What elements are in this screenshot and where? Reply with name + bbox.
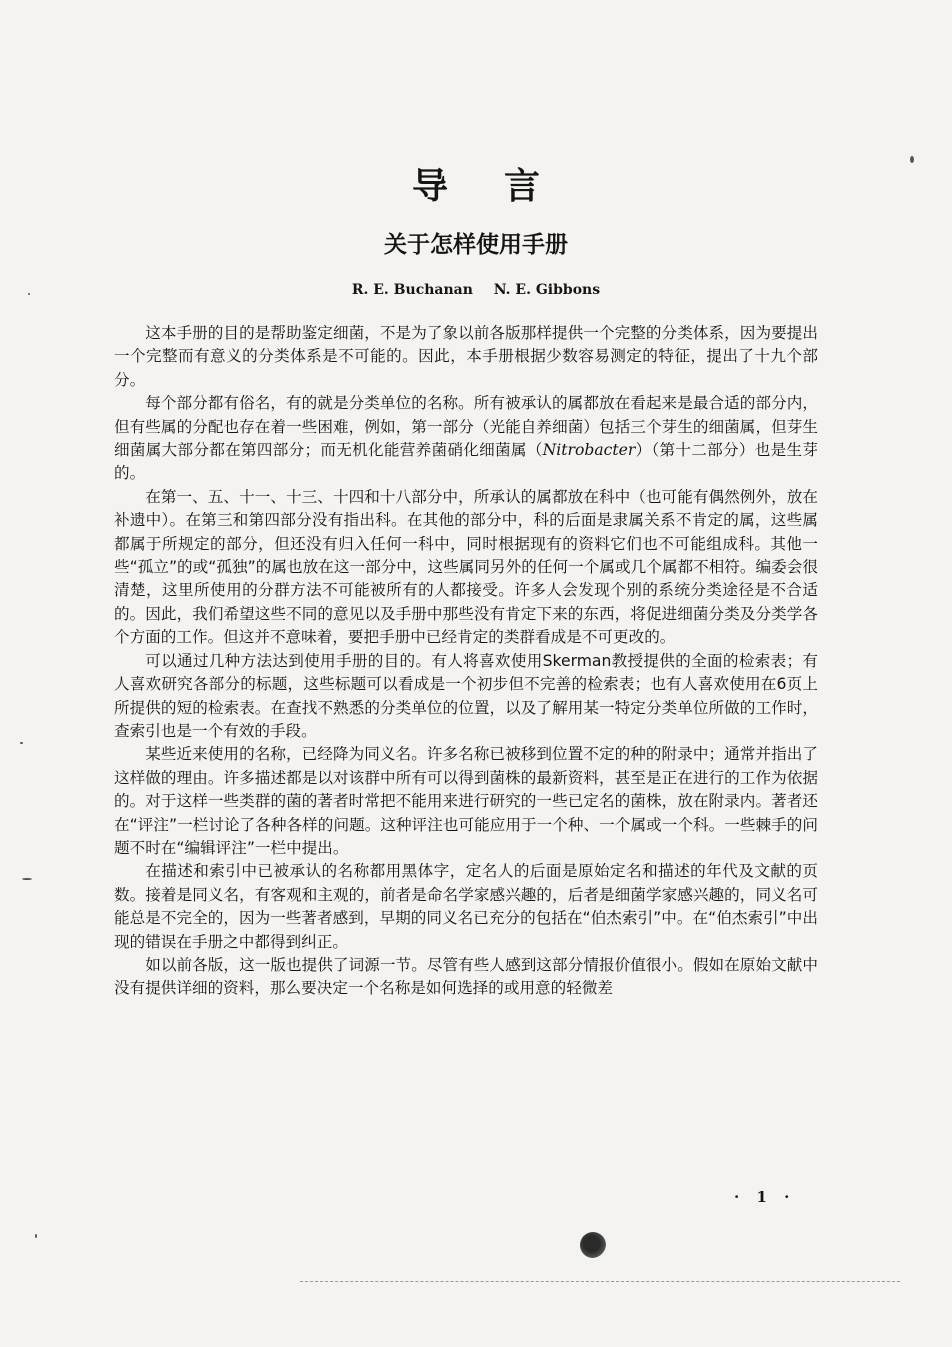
- paragraph: 每个部分都有俗名，有的就是分类单位的名称。所有被承认的属都放在看起来是最合适的部分内，但有些属的分配也存在着一些困难，例如，第一部分（光能自养细菌）包括三个芽生的细菌属，但芽生细菌属大部分都在第四部分；而无机化能营养菌硝化细菌属（Nitrobacter）（第十二部分）也是生芽的。: [114, 394, 818, 483]
- page-title: 导言: [411, 166, 596, 207]
- author-name: N. E. Gibbons: [493, 282, 601, 298]
- author-line: [0, 282, 952, 298]
- page-number: · 1 ·: [734, 1188, 796, 1206]
- bottom-dashed-rule: [300, 1281, 900, 1282]
- genus-name-latin: Nitrobacter: [542, 441, 636, 460]
- paragraph: 在描述和索引中已被承认的名称都用黑体字，定名人的后面是原始定名和描述的年代及文献的页数。接着是同义名，有客观和主观的，前者是命名学家感兴趣的，后者是细菌学家感兴趣的，同义名可能总是不完全的，因为一些著者感到，早期的同义名已充分的包括在“伯杰索引”中。在“伯杰索引”中出现的错误在手册之中都得到纠正。: [114, 862, 818, 951]
- scan-speck: [910, 156, 914, 163]
- scan-speck: [22, 878, 32, 880]
- scan-speck: [28, 293, 30, 295]
- paragraph: 可以通过几种方法达到使用手册的目的。有人将喜欢使用Skerman教授提供的全面的检索表；有人喜欢研究各部分的标题，这些标题可以看成是一个初步但不完善的检索表；也有人喜欢使用在6页上所提供的短的检索表。在查找不熟悉的分类单位的位置，以及了解用某一特定分类单位所做的工作时，查索引也是一个有效的手段。: [114, 651, 818, 740]
- ink-blot-mark: [580, 1232, 606, 1258]
- page-subtitle: 关于怎样使用手册: [384, 232, 568, 258]
- scan-speck: [35, 1234, 37, 1238]
- body-text: [114, 322, 818, 1001]
- paragraph: 在第一、五、十一、十三、十四和十八部分中，所承认的属都放在科中（也可能有偶然例外，放在补遗中）。在第三和第四部分没有指出科。在其他的部分中，科的后面是隶属关系不肯定的属，这些属都属于所规定的部分，但还没有归入任何一科中，同时根据现有的资料它们也不可能组成科。其他一些“孤立”的或“孤独”的属也放在这一部分中，这些属同另外的任何一个属或几个属都不相符。编委会很清楚，这里所使用的分群方法不可能被所有的人都接受。许多人会发现个别的系统分类途径是不合适的。因此，我们希望这些不同的意见以及手册中那些没有肯定下来的东西，将促进细菌分类及分类学各个方面的工作。但这并不意味着，要把手册中已经肯定的类群看成是不可更改的。: [114, 487, 818, 647]
- paragraph: 某些近来使用的名称，已经降为同义名。许多名称已被移到位置不定的种的附录中；通常并指出了这样做的理由。许多描述都是以对该群中所有可以得到菌株的最新资料，甚至是正在进行的工作为依据的。对于这样一些类群的菌的著者时常把不能用来进行研究的一些已定名的菌株，放在附录内。著者还在“评注”一栏讨论了各种各样的问题。这种评注也可能应用于一个种、一个属或一个科。一些棘手的问题不时在“编辑评注”一栏中提出。: [114, 745, 818, 857]
- scan-speck: [20, 742, 23, 744]
- paragraph: 这本手册的目的是帮助鉴定细菌，不是为了象以前各版那样提供一个完整的分类体系，因为要提出一个完整而有意义的分类体系是不可能的。因此，本手册根据少数容易测定的特征，提出了十九个部分。: [114, 324, 818, 389]
- author-name: R. E. Buchanan: [351, 282, 473, 298]
- paragraph: 如以前各版，这一版也提供了词源一节。尽管有些人感到这部分情报价值很小。假如在原始文献中没有提供详细的资料，那么要决定一个名称是如何选择的或用意的轻微差: [114, 955, 818, 998]
